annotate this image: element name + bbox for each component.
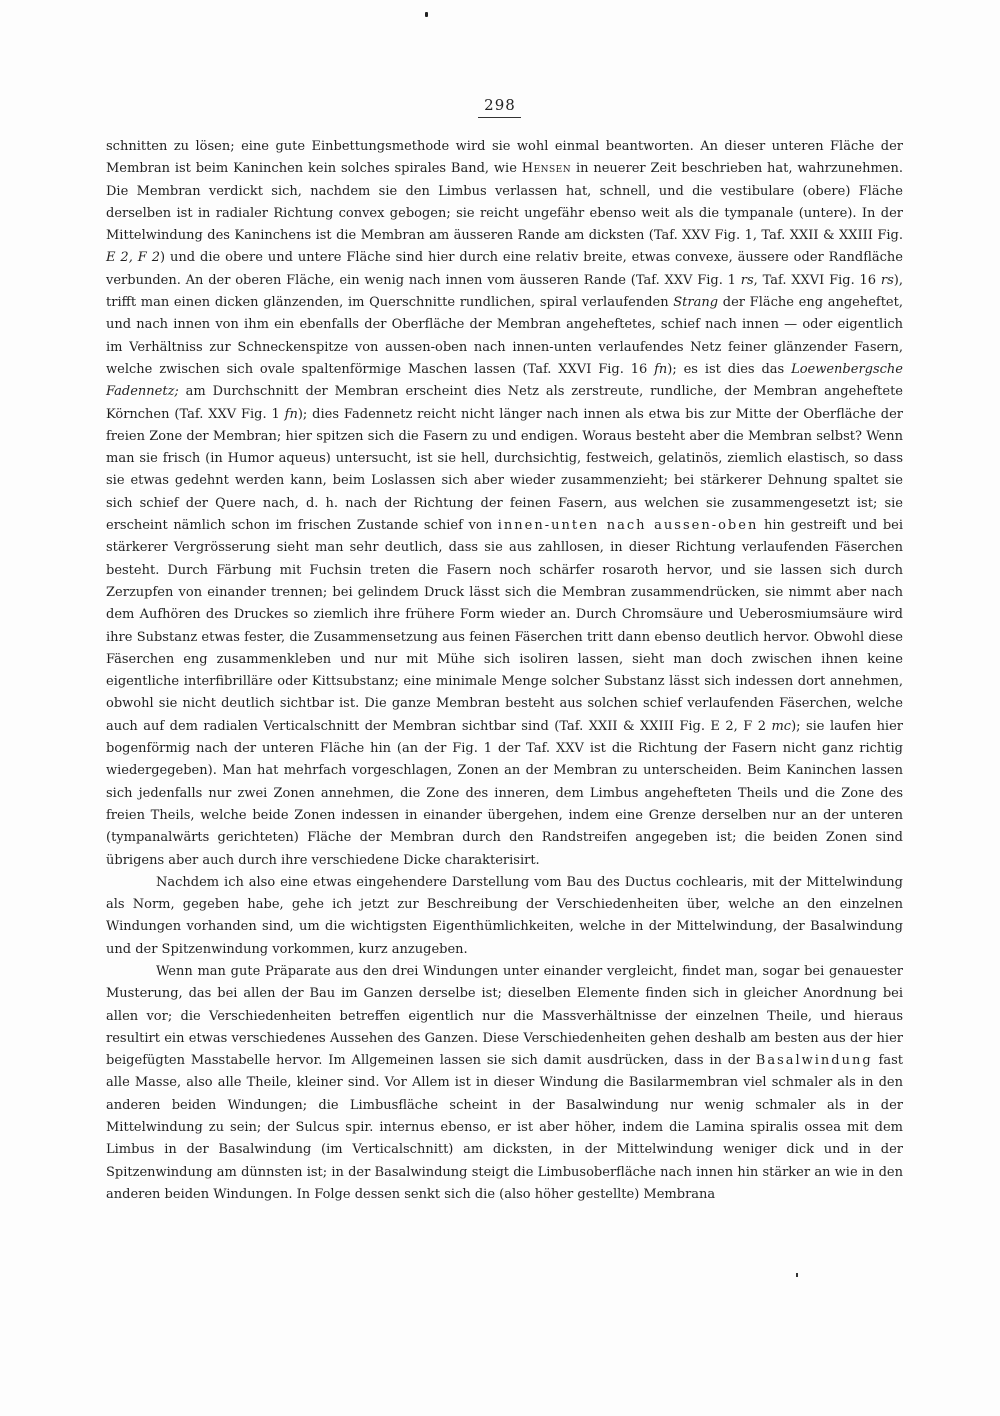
page-number: 298 bbox=[484, 96, 516, 114]
text-run: in neuerer Zeit beschrieben hat, wahrzunehmen. Die Membran verdickt sich, nachdem sie den Limbus verlassen hat, schnell, und die vestibulare (obere) Fläche derselben ist in radialer Richtung convex gebogen; sie reicht ungefähr ebenso weit als die tympanale (untere). In der Mittelwindung des Kaninchens ist die Membran am äusseren Rande am dicksten (Taf. XXV Fig. 1, Taf. XXII & XXIII Fig. bbox=[106, 161, 904, 244]
text-sc: Hensen bbox=[521, 161, 572, 177]
text-run: der Fläche eng angeheftet, und nach innen von ihm ein ebenfalls der Oberfläche der Membran angeheftetes, schief nach innen — oder eigentlich im Verhältniss zur Schneckenspitze von aussen-oben nach innen-unten verlaufendes Netz feiner glänzender Fasern, welche zwischen sich ovale spaltenförmige Maschen lassen (Taf. XXVI Fig. 16 bbox=[106, 295, 903, 377]
paragraph bbox=[106, 872, 903, 961]
print-speck bbox=[796, 1273, 798, 1277]
text-it: E 2, F 2 bbox=[106, 250, 161, 266]
text-it: Strang bbox=[673, 295, 719, 311]
text-run: schnitten zu lösen; eine gute Einbettungsmethode wird sie wohl einmal beantworten. An dieser unteren Fläche der Membran ist beim Kaninchen kein solches spirales Band, wie bbox=[106, 139, 903, 177]
text-run: Nachdem ich also eine etwas eingehendere Darstellung vom Bau des Ductus cochlearis, mit der Mittelwindung als Norm, gegeben habe, gehe ich jetzt zur Beschreibung der Verschiedenheiten über, welche an den einzelnen Windungen vorhanden sind, um die wichtigsten Eigenthümlichkeiten, welche in der Mittelwindung, der Basalwindung und der Spitzenwindung vorkommen, kurz anzugeben. bbox=[106, 874, 903, 957]
header-rule bbox=[478, 117, 521, 118]
text-run: ), trifft man einen dicken glänzenden, im Querschnitte rundlichen, spiral verlaufenden bbox=[106, 272, 903, 311]
text-run: fast alle Masse, also alle Theile, kleiner sind. Vor Allem ist in dieser Windung die Basilarmembran viel schmaler als in den anderen beiden Windungen; die Limbusfläche scheint in der Basalwindung nur wenig schmaler als in der Mittelwindung zu sein; der Sulcus spir. internus ebenso, er ist aber höher, indem die Lamina spiralis ossea mit dem Limbus in der Basalwindung (im Verticalschnitt) am dicksten, in der Mittelwindung weniger dick und in der Spitzenwindung am dünnsten ist; in der Basalwindung steigt die Limbusoberfläche nach innen hin stärker an wie in den anderen beiden Windungen. In Folge dessen senkt sich die (also höher gestellte) Membrana bbox=[106, 1053, 903, 1202]
paragraph bbox=[106, 136, 903, 872]
text-run: ) und die obere und untere Fläche sind hier durch eine relativ breite, etwas convexe, äussere oder Randfläche verbunden. An der oberen Fläche, ein wenig nach innen vom äusseren Rande (Taf. XXV Fig. 1 bbox=[106, 250, 903, 288]
text-it: mc bbox=[771, 718, 792, 734]
paragraph bbox=[106, 961, 903, 1206]
text-run: ); sie laufen hier bogenförmig nach der unteren Fläche hin (an der Fig. 1 der Taf. XXV ist die Richtung der Fasern nicht ganz richtig wiedergegeben). Man hat mehrfach vorgeschlagen, Zonen an der Membran zu unterscheiden. Beim Kaninchen lassen sich jedenfalls nur zwei Zonen annehmen, die Zone des inneren, dem Limbus angehefteten Theils und die Zone des freien Theils, welche beide Zonen indessen in einander übergehen, indem eine Grenze derselben nur an der unteren (tympanalwärts gerichteten) Fläche der Membran durch den Randstreifen angegeben ist; die beiden Zonen sind übrigens aber auch durch ihre verschiedene Dicke charakterisirt. bbox=[106, 718, 904, 868]
text-it: fn bbox=[654, 361, 668, 377]
text-run: am Durchschnitt der Membran erscheint dies Netz als zerstreute, rundliche, der Membran angeheftete Körnchen (Taf. XXV Fig. 1 bbox=[106, 384, 903, 422]
text-sp: innen-unten nach aussen-oben bbox=[497, 518, 759, 534]
print-speck bbox=[425, 12, 428, 17]
text-sp: Basalwindung bbox=[755, 1053, 873, 1069]
text-run: hin gestreift und bei stärkerer Vergrösserung sieht man sehr deutlich, dass sie aus zahllosen, in dieser Richtung verlaufenden Fäserchen besteht. Durch Färbung mit Fuchsin treten die Fasern noch schärfer rosaroth hervor, und sie lassen sich durch Zerzupfen von einander trennen; bei gelindem Druck lässt sich die Membran zusammendrücken, sie nimmt aber nach dem Aufhören des Druckes so ziemlich ihre frühere Form wieder an. Durch Chromsäure und Ueberosmiumsäure wird ihre Substanz etwas fester, die Zusammensetzung aus feinen Fäserchen tritt dann ebenso deutlich hervor. Obwohl diese Fäserchen eng zusammenkleben und nur mit Mühe sich isoliren lassen, sieht man doch zwischen ihnen keine eigentliche interfibrilläre oder Kittsubstanz; eine minimale Menge solcher Substanz lässt sich indessen dort annehmen, obwohl sie nicht deutlich sichtbar ist. Die ganze Membran besteht aus solchen schief verlaufenden Fäserchen, welche auch auf dem radialen Verticalschnitt der Membran sichtbar sind (Taf. XXII & XXIII Fig. E 2, F 2 bbox=[106, 518, 904, 734]
text-it: fn bbox=[284, 406, 298, 422]
text-it: rs bbox=[740, 272, 754, 288]
text-run: ); dies Fadennetz reicht nicht länger nach innen als etwa bis zur Mitte der Oberfläche der freien Zone der Membran; hier spitzen sich die Fasern zu und endigen. Woraus besteht aber die Membran selbst? Wenn man sie frisch (in Humor aqueus) untersucht, ist sie hell, durchsichtig, festweich, gelatinös, ziemlich elastisch, so dass sie etwas gedehnt werden kann, beim Loslassen sich aber wieder zusammenzieht; bei stärkerer Dehnung spaltet sie sich schief der Quere nach, d. h. nach der Richtung der feinen Fasern, aus welchen sie zusammengesetzt ist; sie erscheint nämlich schon im frischen Zustande schief von bbox=[106, 406, 903, 534]
text-run: , Taf. XXVI Fig. 16 bbox=[753, 272, 881, 288]
body-text bbox=[106, 136, 903, 1206]
text-it: Loewenbergsche Fadennetz; bbox=[106, 361, 903, 400]
text-run: Wenn man gute Präparate aus den drei Windungen unter einander vergleicht, findet man, sogar bei genauester Musterung, das bei allen der Bau im Ganzen derselbe ist; dieselben Elemente finden sich in gleicher Anordnung bei allen vor; die Verschiedenheiten betreffen eigentlich nur die Massverhältnisse der einzelnen Theile, und hieraus resultirt ein etwas verschiedenes Aussehen des Ganzen. Diese Verschiedenheiten gehen deshalb am besten aus der hier beigefügten Masstabelle hervor. Im Allgemeinen lassen sie sich damit ausdrücken, dass in der bbox=[106, 963, 903, 1069]
text-run: ); es ist dies das bbox=[667, 361, 792, 377]
text-it: rs bbox=[880, 272, 894, 288]
